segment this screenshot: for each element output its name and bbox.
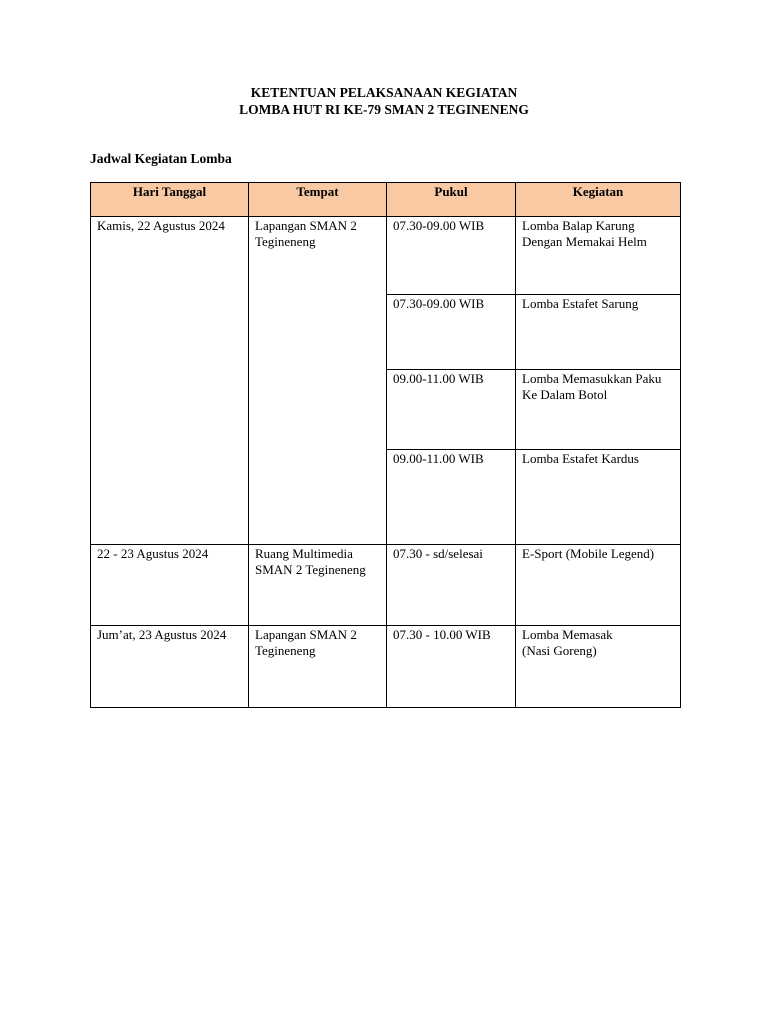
date-cell [91, 626, 249, 708]
activity-text-line1: Lomba Memasak [522, 627, 613, 642]
table-row [91, 545, 681, 626]
time-text: 09.00-11.00 WIB [393, 451, 484, 466]
place-cell [249, 545, 387, 626]
time-cell [387, 295, 516, 370]
time-text: 07.30 - 10.00 WIB [393, 627, 491, 642]
activity-cell [516, 217, 681, 295]
place-text-line2: Tegineneng [255, 233, 316, 249]
header-kegiatan: Kegiatan [516, 183, 681, 217]
header-tempat: Tempat [249, 183, 387, 217]
time-cell [387, 450, 516, 545]
place-text-line1: Lapangan SMAN 2 [255, 218, 357, 233]
activity-text-line1: Lomba Memasukkan Paku [522, 371, 662, 386]
table-row [91, 626, 681, 708]
place-text-line2: SMAN 2 Tegineneng [255, 561, 366, 577]
date-text: Jum’at, 23 Agustus 2024 [97, 627, 227, 642]
place-text-line1: Lapangan SMAN 2 [255, 627, 357, 642]
schedule-table [90, 182, 681, 708]
activity-cell [516, 370, 681, 450]
date-cell [91, 545, 249, 626]
activity-text-line2: Dengan Memakai Helm [522, 233, 647, 249]
activity-text-line1: Lomba Estafet Kardus [522, 451, 639, 466]
activity-text-line1: E-Sport (Mobile Legend) [522, 546, 655, 561]
date-cell [91, 217, 249, 545]
header-pukul: Pukul [387, 183, 516, 217]
date-text: Kamis, 22 Agustus 2024 [97, 218, 225, 233]
table-header-row [91, 183, 681, 217]
time-text: 07.30 - sd/selesai [393, 546, 483, 561]
activity-text-line2: (Nasi Goreng) [522, 642, 597, 658]
place-cell [249, 626, 387, 708]
document-title-line2: LOMBA HUT RI KE-79 SMAN 2 TEGINENENG [239, 102, 529, 117]
document-title-line1: KETENTUAN PELAKSANAAN KEGIATAN [250, 85, 518, 100]
place-text-line1: Ruang Multimedia [255, 546, 353, 561]
place-cell [249, 217, 387, 545]
activity-cell [516, 545, 681, 626]
time-cell [387, 626, 516, 708]
activity-cell [516, 450, 681, 545]
time-text: 07.30-09.00 WIB [393, 218, 485, 233]
header-hari-tanggal: Hari Tanggal [91, 183, 249, 217]
activity-cell [516, 626, 681, 708]
section-heading: Jadwal Kegiatan Lomba [90, 151, 232, 166]
time-cell [387, 370, 516, 450]
date-text: 22 - 23 Agustus 2024 [97, 546, 209, 561]
time-cell [387, 545, 516, 626]
time-text: 09.00-11.00 WIB [393, 371, 484, 386]
activity-cell [516, 295, 681, 370]
activity-text-line1: Lomba Estafet Sarung [522, 296, 639, 311]
table-row [91, 217, 681, 295]
place-text-line2: Tegineneng [255, 642, 316, 658]
activity-text-line2: Ke Dalam Botol [522, 386, 608, 402]
time-text: 07.30-09.00 WIB [393, 296, 485, 311]
activity-text-line1: Lomba Balap Karung [522, 218, 635, 233]
time-cell [387, 217, 516, 295]
